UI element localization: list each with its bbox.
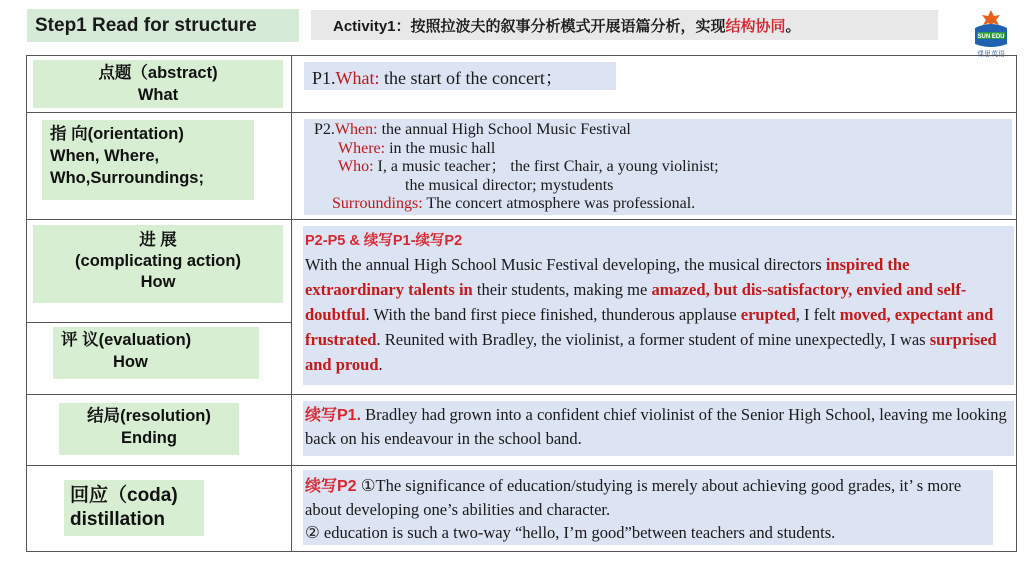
coda-text-1: ①The significance of education/studying is merely about achieving good grades, it’ s more about developing one’s abilities and character. bbox=[305, 476, 962, 519]
eval-highlight-4: moved, expectant and frustrated bbox=[305, 305, 994, 349]
box-abstract bbox=[304, 62, 616, 90]
eval-text-5: . Reunited with Bradley, the violinist, a former student of mine unexpectedly, I was bbox=[376, 330, 930, 349]
activity-banner bbox=[311, 10, 938, 40]
label-orientation bbox=[42, 120, 254, 200]
where-line bbox=[314, 140, 1012, 159]
label-complicating bbox=[33, 225, 283, 303]
sun-edu-logo bbox=[966, 6, 1016, 54]
eval-highlight-5: surprised and proud bbox=[305, 330, 997, 374]
box-coda bbox=[303, 470, 993, 545]
when-line bbox=[314, 121, 1012, 140]
svg-text:SUN EDU: SUN EDU bbox=[977, 34, 1005, 40]
p2-prefix: P2. bbox=[314, 121, 335, 138]
p1-text: the start of the concert； bbox=[379, 68, 563, 88]
surroundings-key: Surroundings: bbox=[332, 195, 423, 212]
who-line-2 bbox=[314, 177, 1012, 196]
eval-text-2: their students, making me bbox=[472, 280, 652, 299]
box-orientation bbox=[304, 119, 1012, 215]
label-orientation-line3: Who,Surroundings; bbox=[50, 169, 204, 187]
box-evaluation bbox=[303, 226, 1014, 385]
row-resolution bbox=[27, 395, 1017, 466]
label-resolution-line2: Ending bbox=[121, 429, 177, 447]
label-resolution bbox=[59, 403, 239, 455]
p1-key: What: bbox=[335, 68, 380, 88]
when-key: When: bbox=[334, 121, 378, 138]
who-text-2: the musical director; mystudents bbox=[405, 176, 614, 194]
coda-heading: 续写P2 bbox=[305, 478, 357, 495]
label-orientation-line2: When, Where, bbox=[50, 147, 160, 165]
eval-text-6: . bbox=[378, 355, 383, 374]
box-resolution bbox=[303, 401, 1014, 456]
label-coda bbox=[64, 480, 204, 536]
logo-subtext: 课思英语 bbox=[977, 51, 1005, 58]
row-coda bbox=[27, 466, 1017, 552]
p1-prefix: P1. bbox=[312, 68, 336, 88]
label-complicating-line3: How bbox=[140, 273, 176, 291]
when-text: the annual High School Music Festival bbox=[377, 121, 631, 138]
resolution-heading: 续写P1. bbox=[305, 407, 362, 424]
eval-text-1: With the annual High School Music Festival developing, the musical directors bbox=[305, 255, 826, 274]
activity-highlight: 结构协同 bbox=[725, 17, 786, 35]
step-title-text: Step1 Read for structure bbox=[35, 14, 257, 36]
label-abstract bbox=[33, 60, 283, 108]
who-line bbox=[314, 158, 1012, 177]
label-coda-line1: 回应（coda) bbox=[70, 485, 178, 506]
label-evaluation bbox=[53, 327, 259, 379]
row-abstract bbox=[27, 56, 1017, 113]
label-resolution-line1: 结局(resolution) bbox=[87, 407, 211, 425]
row-complicating bbox=[27, 220, 1017, 323]
label-complicating-line1: 进 展 bbox=[139, 231, 177, 249]
label-evaluation-line2: How bbox=[113, 353, 148, 371]
label-coda-line2: distillation bbox=[70, 509, 165, 530]
eval-highlight-1: inspired the extraordinary talents in bbox=[305, 255, 910, 299]
label-abstract-line1: 点题（abstract) bbox=[98, 64, 218, 82]
label-complicating-line2: (complicating action) bbox=[75, 252, 241, 270]
where-text: in the music hall bbox=[385, 139, 496, 157]
row-orientation bbox=[27, 113, 1017, 220]
coda-point-1 bbox=[305, 474, 987, 521]
activity-end: 。 bbox=[785, 17, 801, 35]
eval-text-3: . With the band first piece finished, thunderous applause bbox=[365, 305, 741, 324]
surroundings-line bbox=[314, 195, 1012, 214]
surroundings-text: The concert atmosphere was professional. bbox=[422, 195, 696, 212]
label-abstract-line2: What bbox=[137, 86, 179, 104]
where-key: Where: bbox=[338, 139, 386, 157]
evaluation-paragraph bbox=[305, 252, 1008, 377]
step-title bbox=[27, 9, 299, 42]
eval-highlight-3: erupted bbox=[740, 305, 796, 324]
who-key: Who: bbox=[338, 158, 374, 175]
activity-text: Activity1：按照拉波夫的叙事分析模式开展语篇分析，实现 bbox=[333, 17, 726, 35]
resolution-text: Bradley had grown into a confident chief violinist of the Senior High School, leaving me looking back on his endeavour in the school band. bbox=[305, 405, 1007, 448]
eval-text-4: , I felt bbox=[795, 305, 840, 324]
evaluation-heading: P2-P5 & 续写P1-续写P2 bbox=[305, 233, 463, 249]
label-evaluation-line1: 评 议(evaluation) bbox=[61, 331, 192, 349]
label-orientation-line1: 指 向(orientation) bbox=[50, 125, 184, 143]
eval-highlight-2: amazed, but dis-satisfactory, envied and self-doubtful bbox=[305, 280, 967, 324]
narrative-structure-table bbox=[26, 55, 1017, 552]
coda-point-2: ② education is such a two-way “hello, I’m good”between teachers and students. bbox=[305, 523, 836, 542]
who-text: I, a music teacher； the first Chair, a young violinist; bbox=[373, 158, 719, 175]
